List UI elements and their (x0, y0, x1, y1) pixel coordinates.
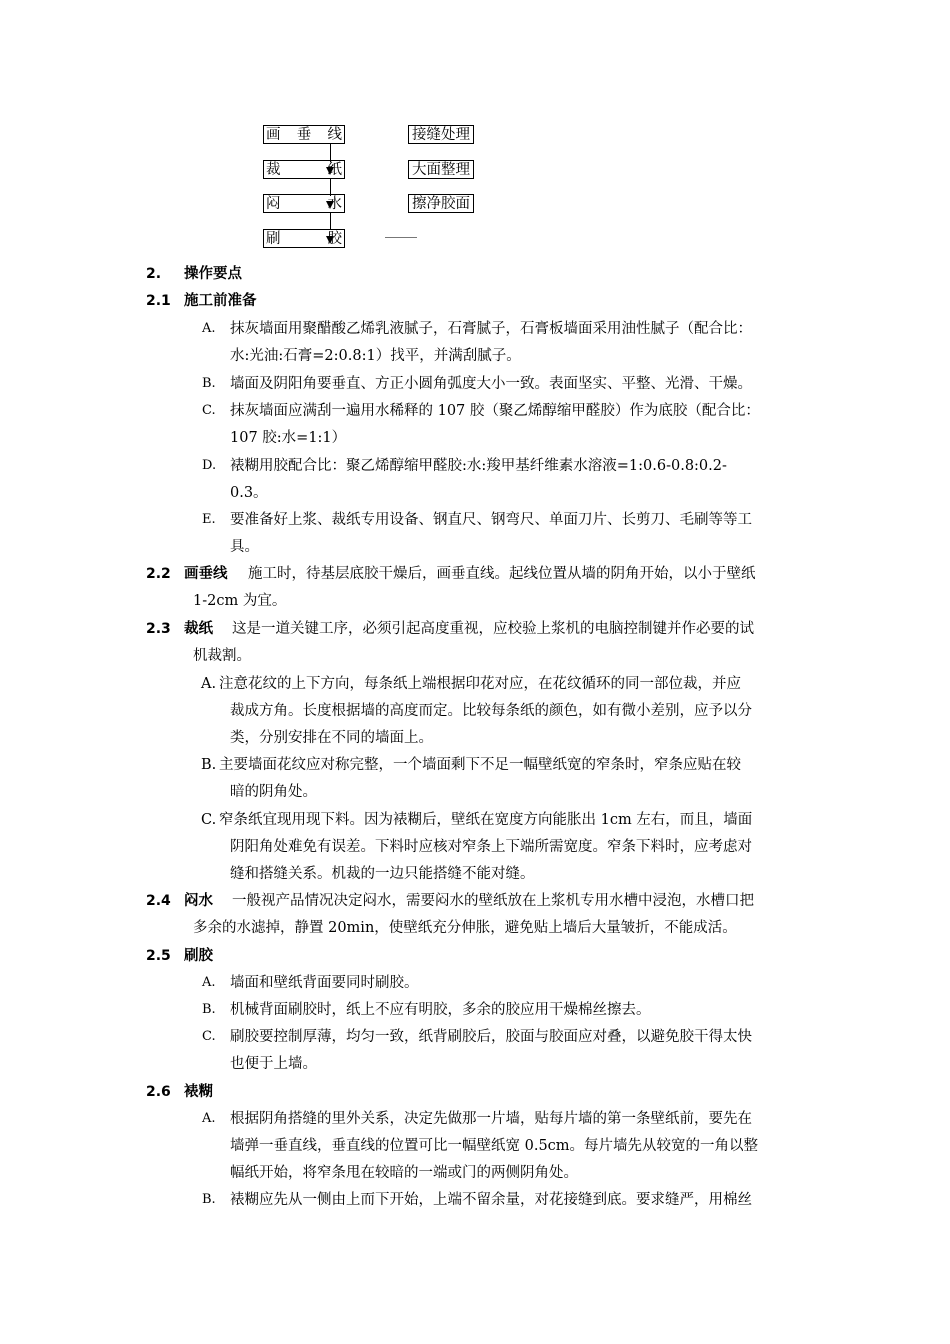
list-marker: D. (202, 458, 217, 473)
list-text: 也便于上墙。 (230, 1056, 317, 1072)
section-number: 2.6 (146, 1084, 171, 1100)
list-text: 墙弹一垂直线，垂直线的位置可比一幅壁纸宽 0.5cm。每片墙先从较宽的一角以整 (230, 1138, 759, 1154)
flow-connector-line (330, 179, 331, 196)
list-marker: C. (201, 812, 217, 828)
list-text: 裱糊用胶配合比：聚乙烯醇缩甲醛胶:水:羧甲基纤维素水溶液=1:0.6-0.8:0.2- (230, 458, 727, 474)
paragraph-text: 施工时，待基层底胶干燥后，画垂直线。起线位置从墙的阴角开始，以小于壁纸 (248, 566, 756, 582)
flow-connector-line (330, 144, 331, 162)
flow-step-seam-treatment: 接缝处理 (408, 125, 474, 144)
list-text: 墙面及阴阳角要垂直、方正小圆角弧度大小一致。表面坚实、平整、光滑、干燥。 (230, 376, 752, 392)
list-text: 窄条纸宜现用现下料。因为裱糊后，壁纸在宽度方向能胀出 1cm 左右，而且，墙面 (219, 812, 753, 828)
section-title: 画垂线 (184, 566, 228, 582)
list-marker: A. (201, 676, 217, 692)
list-text: 刷胶要控制厚薄，均匀一致，纸背刷胶后，胶面与胶面应对叠，以避免胶干得太快 (230, 1029, 752, 1045)
paragraph-text: 多余的水滤掉，静置 20min，使壁纸充分伸胀，避免贴上墙后大量皱折，不能成活。 (193, 920, 737, 936)
list-text: 阴阳角处难免有误差。下料时应核对窄条上下端所需宽度。窄条下料时，应考虑对 (230, 839, 752, 855)
flow-step-char: 刷 (266, 231, 281, 247)
list-text: 暗的阴角处。 (230, 784, 317, 800)
list-text: 抹灰墙面用聚醋酸乙烯乳液腻子，石膏腻子，石膏板墙面采用油性腻子（配合比： (230, 321, 752, 337)
list-marker: A. (202, 1111, 216, 1126)
down-arrow-icon (326, 201, 334, 209)
list-text: 墙面和壁纸背面要同时刷胶。 (230, 975, 419, 991)
section-title: 闷水 (184, 893, 213, 909)
section-number: 2.2 (146, 566, 171, 582)
paragraph-text: 这是一道关键工序，必须引起高度重视，应校验上浆机的电脑控制键并作必要的试 (232, 621, 754, 637)
list-text: 类，分别安排在不同的墙面上。 (230, 730, 433, 746)
list-marker: B. (202, 1002, 216, 1017)
flow-step-char: 胶 (327, 231, 342, 247)
section-number: 2.5 (146, 948, 171, 964)
list-text: 缝和搭缝关系。机裁的一边只能搭缝不能对缝。 (230, 866, 535, 882)
section-title: 刷胶 (184, 948, 213, 964)
paragraph-text: 1-2cm 为宜。 (193, 593, 287, 609)
list-text: 0.3。 (230, 485, 268, 501)
list-text: 主要墙面花纹应对称完整，一个墙面剩下不足一幅壁纸宽的窄条时，窄条应贴在较 (219, 757, 741, 773)
list-marker: C. (202, 403, 216, 418)
flow-step-char: 裁 (266, 162, 281, 178)
list-text: 具。 (230, 539, 259, 555)
down-arrow-icon (326, 236, 334, 244)
list-text: 要准备好上浆、裁纸专用设备、钢直尺、钢弯尺、单面刀片、长剪刀、毛刷等等工 (230, 512, 752, 528)
list-text: 机械背面刷胶时，纸上不应有明胶，多余的胶应用干燥棉丝擦去。 (230, 1002, 651, 1018)
list-text: 裱糊应先从一侧由上而下开始，上端不留余量，对花接缝到底。要求缝严，用棉丝 (230, 1192, 752, 1208)
flow-step-char: 画 (266, 127, 281, 143)
flow-connector-line (330, 213, 331, 230)
down-arrow-icon (326, 167, 334, 175)
section-title: 裁纸 (184, 621, 213, 637)
section-number: 2.4 (146, 893, 171, 909)
section-title: 裱糊 (184, 1084, 213, 1100)
list-text: 注意花纹的上下方向，每条纸上端根据印花对应，在花纹循环的同一部位裁，并应 (219, 676, 741, 692)
flow-connector-line (385, 237, 417, 238)
list-text: 裁成方角。长度根据墙的高度而定。比较每条纸的颜色，如有微小差别，应予以分 (230, 703, 752, 719)
list-marker: C. (202, 1029, 216, 1044)
paragraph-text: 一般视产品情况决定闷水，需要闷水的壁纸放在上浆机专用水槽中浸泡，水槽口把 (232, 893, 754, 909)
list-text: 抹灰墙面应满刮一遍用水稀释的 107 胶（聚乙烯醇缩甲醛胶）作为底胶（配合比： (230, 403, 760, 419)
flow-step-char: 水 (327, 196, 342, 212)
section-number: 2.1 (146, 293, 171, 309)
section-title: 操作要点 (184, 266, 242, 282)
list-text: 水:光油:石膏=2:0.8:1）找平，并满刮腻子。 (230, 348, 521, 364)
flow-step-char: 闷 (266, 196, 281, 212)
process-flow-diagram (0, 0, 950, 260)
paragraph-text: 机裁割。 (193, 648, 251, 664)
flow-step-char: 纸 (327, 162, 342, 178)
flow-step-surface-finishing: 大面整理 (408, 160, 474, 179)
flow-step-char: 垂 (296, 127, 312, 143)
flow-step-draw-vertical-line (263, 125, 345, 144)
list-marker: B. (201, 757, 217, 773)
list-marker: B. (202, 376, 216, 391)
list-text: 107 胶:水=1:1） (230, 430, 347, 446)
list-marker: A. (202, 975, 216, 990)
section-number: 2. (146, 266, 162, 282)
flow-step-clean-glue-surface: 擦净胶面 (408, 194, 474, 213)
list-text: 幅纸开始，将窄条甩在较暗的一端或门的两侧阴角处。 (230, 1165, 578, 1181)
list-marker: E. (202, 512, 216, 527)
section-number: 2.3 (146, 621, 171, 637)
section-title: 施工前准备 (184, 293, 257, 309)
list-text: 根据阴角搭缝的里外关系，决定先做那一片墙，贴每片墙的第一条壁纸前，要先在 (230, 1111, 752, 1127)
list-marker: B. (202, 1192, 216, 1207)
flow-step-char: 线 (327, 127, 342, 143)
list-marker: A. (202, 321, 216, 336)
